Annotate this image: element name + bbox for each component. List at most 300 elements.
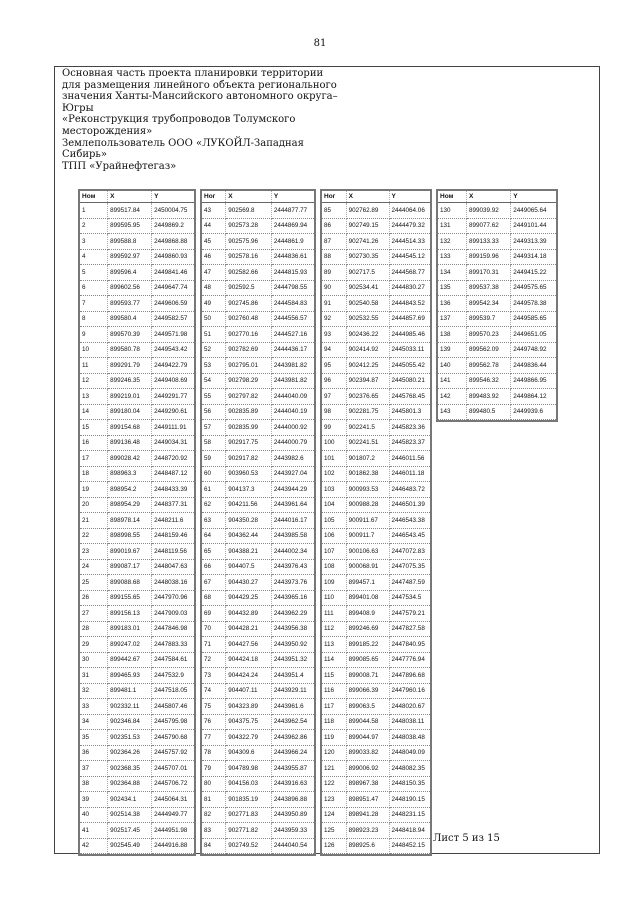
x-coordinate-cell: 899580.78 (108, 342, 152, 358)
point-number-cell: 11 (80, 358, 108, 374)
x-coordinate-cell: 899039.92 (466, 203, 510, 219)
coordinates-table-4 (436, 189, 558, 422)
x-coordinate-cell: 902771.83 (226, 807, 272, 823)
point-number-cell: 40 (80, 807, 108, 823)
x-coordinate-cell: 899481.1 (108, 683, 152, 699)
table-row (202, 823, 314, 839)
y-coordinate-cell: 2448047.63 (152, 559, 194, 575)
table-row (80, 621, 194, 637)
y-coordinate-cell: 2449860.93 (152, 249, 194, 265)
table-row (322, 699, 430, 715)
point-number-cell: 109 (322, 575, 346, 591)
y-coordinate-cell: 2448119.56 (152, 544, 194, 560)
table-row (80, 730, 194, 746)
x-coordinate-cell: 902749.52 (226, 838, 272, 854)
y-coordinate-cell: 2449422.79 (152, 358, 194, 374)
x-coordinate-cell: 902364.26 (108, 745, 152, 761)
point-number-cell: 10 (80, 342, 108, 358)
x-coordinate-cell: 902782.69 (226, 342, 272, 358)
table-row (322, 730, 430, 746)
table-row (202, 311, 314, 327)
point-number-cell: 4 (80, 249, 108, 265)
point-number-cell: 53 (202, 358, 226, 374)
coordinates-table-3 (320, 189, 432, 856)
x-coordinate-cell: 904432.89 (226, 606, 272, 622)
point-number-cell: 88 (322, 249, 346, 265)
column-header-number: Ном (80, 191, 108, 203)
point-number-cell: 55 (202, 389, 226, 405)
x-coordinate-cell: 904424.18 (226, 652, 272, 668)
x-coordinate-cell: 904350.28 (226, 513, 272, 529)
point-number-cell: 33 (80, 699, 108, 715)
table-row (202, 389, 314, 405)
point-number-cell: 50 (202, 311, 226, 327)
table-row (438, 389, 556, 405)
table-row (438, 373, 556, 389)
x-coordinate-cell: 902412.25 (346, 358, 389, 374)
table-row (202, 528, 314, 544)
x-coordinate-cell: 904388.21 (226, 544, 272, 560)
point-number-cell: 64 (202, 528, 226, 544)
y-coordinate-cell: 2447776.94 (389, 652, 430, 668)
x-coordinate-cell: 899077.62 (466, 218, 510, 234)
x-coordinate-cell: 902592.5 (226, 280, 272, 296)
y-coordinate-cell: 2443966.24 (271, 745, 314, 761)
point-number-cell: 136 (438, 296, 466, 312)
y-coordinate-cell: 2448159.46 (152, 528, 194, 544)
x-coordinate-cell: 902749.15 (346, 218, 389, 234)
point-number-cell: 141 (438, 373, 466, 389)
x-coordinate-cell: 899088.68 (108, 575, 152, 591)
x-coordinate-cell: 904429.25 (226, 590, 272, 606)
x-coordinate-cell: 902514.38 (108, 807, 152, 823)
y-coordinate-cell: 2448020.67 (389, 699, 430, 715)
table-row (322, 373, 430, 389)
table-row (202, 435, 314, 451)
y-coordinate-cell: 2449575.65 (511, 280, 556, 296)
x-coordinate-cell: 899159.96 (466, 249, 510, 265)
point-number-cell: 8 (80, 311, 108, 327)
point-number-cell: 120 (322, 745, 346, 761)
x-coordinate-cell: 902368.35 (108, 761, 152, 777)
point-number-cell: 5 (80, 265, 108, 281)
point-number-cell: 22 (80, 528, 108, 544)
y-coordinate-cell: 2443944.29 (271, 482, 314, 498)
table-row (438, 265, 556, 281)
y-coordinate-cell: 2449101.44 (511, 218, 556, 234)
table-row (80, 342, 194, 358)
point-number-cell: 113 (322, 637, 346, 653)
document-header (62, 68, 362, 172)
point-number-cell: 48 (202, 280, 226, 296)
table-row (322, 807, 430, 823)
x-coordinate-cell: 899570.23 (466, 327, 510, 343)
header-line: значения Ханты-Мансийского автономного округа– (62, 91, 338, 103)
point-number-cell: 135 (438, 280, 466, 296)
y-coordinate-cell: 2444040.19 (271, 404, 314, 420)
point-number-cell: 94 (322, 342, 346, 358)
x-coordinate-cell: 899008.71 (346, 668, 389, 684)
point-number-cell: 108 (322, 559, 346, 575)
y-coordinate-cell: 2443950.92 (271, 637, 314, 653)
table-row (80, 389, 194, 405)
table-row (322, 513, 430, 529)
table-row (322, 296, 430, 312)
y-coordinate-cell: 2447584.61 (152, 652, 194, 668)
y-coordinate-cell: 2444016.17 (271, 513, 314, 529)
x-coordinate-cell: 900106.63 (346, 544, 389, 560)
table-row (322, 761, 430, 777)
y-coordinate-cell: 2445801.3 (389, 404, 430, 420)
x-coordinate-cell: 899588.8 (108, 234, 152, 250)
table-row (80, 528, 194, 544)
table-row (322, 249, 430, 265)
table-row (438, 203, 556, 219)
column-header-x: X (346, 191, 389, 203)
table-row (322, 466, 430, 482)
point-number-cell: 105 (322, 513, 346, 529)
x-coordinate-cell: 899596.4 (108, 265, 152, 281)
x-coordinate-cell: 904137.3 (226, 482, 272, 498)
y-coordinate-cell: 2444798.55 (271, 280, 314, 296)
y-coordinate-cell: 2448049.09 (389, 745, 430, 761)
point-number-cell: 61 (202, 482, 226, 498)
x-coordinate-cell: 902745.86 (226, 296, 272, 312)
x-coordinate-cell: 899246.69 (346, 621, 389, 637)
point-number-cell: 12 (80, 373, 108, 389)
x-coordinate-cell: 902376.65 (346, 389, 389, 405)
point-number-cell: 32 (80, 683, 108, 699)
column-header-y: Y (271, 191, 314, 203)
table-row (438, 358, 556, 374)
x-coordinate-cell: 898954.2 (108, 482, 152, 498)
x-coordinate-cell: 902835.89 (226, 404, 272, 420)
y-coordinate-cell: 2446543.45 (389, 528, 430, 544)
point-number-cell: 140 (438, 358, 466, 374)
table-row (202, 575, 314, 591)
x-coordinate-cell: 904322.79 (226, 730, 272, 746)
x-coordinate-cell: 902540.58 (346, 296, 389, 312)
y-coordinate-cell: 2449578.38 (511, 296, 556, 312)
point-number-cell: 42 (80, 838, 108, 854)
point-number-cell: 106 (322, 528, 346, 544)
x-coordinate-cell: 898951.47 (346, 792, 389, 808)
table-row (202, 714, 314, 730)
x-coordinate-cell: 902582.66 (226, 265, 272, 281)
point-number-cell: 104 (322, 497, 346, 513)
x-coordinate-cell: 902517.45 (108, 823, 152, 839)
point-number-cell: 54 (202, 373, 226, 389)
header-line: «Реконструкция трубопроводов Толумского (62, 114, 296, 126)
x-coordinate-cell: 900911.67 (346, 513, 389, 529)
y-coordinate-cell: 2444584.83 (271, 296, 314, 312)
table-row (202, 838, 314, 854)
x-coordinate-cell: 898963.3 (108, 466, 152, 482)
table-row (322, 435, 430, 451)
column-header-x: X (226, 191, 272, 203)
y-coordinate-cell: 2444916.88 (152, 838, 194, 854)
y-coordinate-cell: 2443965.16 (271, 590, 314, 606)
table-row (80, 218, 194, 234)
table-row (202, 327, 314, 343)
table-row (438, 218, 556, 234)
y-coordinate-cell: 2444877.77 (271, 203, 314, 219)
x-coordinate-cell: 899044.58 (346, 714, 389, 730)
table-row (202, 590, 314, 606)
table-row (80, 683, 194, 699)
x-coordinate-cell: 901807.2 (346, 451, 389, 467)
point-number-cell: 13 (80, 389, 108, 405)
x-coordinate-cell: 899183.01 (108, 621, 152, 637)
table-row (80, 435, 194, 451)
point-number-cell: 31 (80, 668, 108, 684)
table-row (202, 420, 314, 436)
table-row (80, 420, 194, 436)
y-coordinate-cell: 2444527.16 (271, 327, 314, 343)
table-row (322, 451, 430, 467)
y-coordinate-cell: 2444545.12 (389, 249, 430, 265)
y-coordinate-cell: 2443973.76 (271, 575, 314, 591)
x-coordinate-cell: 902795.01 (226, 358, 272, 374)
y-coordinate-cell: 2443962.86 (271, 730, 314, 746)
point-number-cell: 24 (80, 559, 108, 575)
y-coordinate-cell: 2447487.59 (389, 575, 430, 591)
table-row (202, 699, 314, 715)
table-row (80, 606, 194, 622)
point-number-cell: 92 (322, 311, 346, 327)
header-line: ТПП «Урайнефтегаз» (62, 160, 177, 172)
y-coordinate-cell: 2445706.72 (152, 776, 194, 792)
column-header-number: Ног (202, 191, 226, 203)
point-number-cell: 119 (322, 730, 346, 746)
y-coordinate-cell: 2444436.17 (271, 342, 314, 358)
y-coordinate-cell: 2449290.61 (152, 404, 194, 420)
table-row (322, 823, 430, 839)
point-number-cell: 124 (322, 807, 346, 823)
table-row (322, 668, 430, 684)
x-coordinate-cell: 900988.28 (346, 497, 389, 513)
table-row (202, 730, 314, 746)
y-coordinate-cell: 2443950.89 (271, 807, 314, 823)
x-coordinate-cell: 902760.48 (226, 311, 272, 327)
y-coordinate-cell: 2444002.34 (271, 544, 314, 560)
x-coordinate-cell: 899006.92 (346, 761, 389, 777)
point-number-cell: 76 (202, 714, 226, 730)
header-line: Землепользователь ООО «ЛУКОЙЛ-Западная (62, 137, 304, 149)
x-coordinate-cell: 899562.78 (466, 358, 510, 374)
point-number-cell: 35 (80, 730, 108, 746)
y-coordinate-cell: 2449869.2 (152, 218, 194, 234)
table-row (322, 606, 430, 622)
table-row (80, 296, 194, 312)
point-number-cell: 15 (80, 420, 108, 436)
y-coordinate-cell: 2447909.03 (152, 606, 194, 622)
point-number-cell: 34 (80, 714, 108, 730)
point-number-cell: 38 (80, 776, 108, 792)
y-coordinate-cell: 2445080.21 (389, 373, 430, 389)
point-number-cell: 27 (80, 606, 108, 622)
table-row (438, 404, 556, 420)
y-coordinate-cell: 2447579.21 (389, 606, 430, 622)
coordinates-table-2 (200, 189, 316, 856)
point-number-cell: 126 (322, 838, 346, 854)
y-coordinate-cell: 2444857.69 (389, 311, 430, 327)
table-row (202, 280, 314, 296)
table-row (322, 838, 430, 854)
point-number-cell: 115 (322, 668, 346, 684)
y-coordinate-cell: 2449543.42 (152, 342, 194, 358)
point-number-cell: 95 (322, 358, 346, 374)
table-row (202, 482, 314, 498)
table-row (202, 792, 314, 808)
y-coordinate-cell: 2449065.64 (511, 203, 556, 219)
x-coordinate-cell: 899602.56 (108, 280, 152, 296)
table-row (202, 296, 314, 312)
table-row (322, 280, 430, 296)
table-row (322, 559, 430, 575)
y-coordinate-cell: 2445807.46 (152, 699, 194, 715)
x-coordinate-cell: 899457.1 (346, 575, 389, 591)
point-number-cell: 100 (322, 435, 346, 451)
point-number-cell: 80 (202, 776, 226, 792)
x-coordinate-cell: 902241.51 (346, 435, 389, 451)
table-row (80, 466, 194, 482)
point-number-cell: 65 (202, 544, 226, 560)
x-coordinate-cell: 899542.34 (466, 296, 510, 312)
table-row (80, 373, 194, 389)
x-coordinate-cell: 902394.87 (346, 373, 389, 389)
y-coordinate-cell: 2449582.57 (152, 311, 194, 327)
table-row (322, 621, 430, 637)
y-coordinate-cell: 2444985.46 (389, 327, 430, 343)
table-row (202, 497, 314, 513)
table-row (202, 683, 314, 699)
point-number-cell: 143 (438, 404, 466, 420)
x-coordinate-cell: 902434.1 (108, 792, 152, 808)
y-coordinate-cell: 2443985.58 (271, 528, 314, 544)
x-coordinate-cell: 904211.56 (226, 497, 272, 513)
point-number-cell: 14 (80, 404, 108, 420)
y-coordinate-cell: 2446483.72 (389, 482, 430, 498)
point-number-cell: 6 (80, 280, 108, 296)
table-row (322, 637, 430, 653)
y-coordinate-cell: 2447970.96 (152, 590, 194, 606)
point-number-cell: 72 (202, 652, 226, 668)
x-coordinate-cell: 904323.89 (226, 699, 272, 715)
table-row (80, 497, 194, 513)
table-row (438, 327, 556, 343)
point-number-cell: 68 (202, 590, 226, 606)
point-number-cell: 86 (322, 218, 346, 234)
x-coordinate-cell: 904424.24 (226, 668, 272, 684)
table-row (322, 745, 430, 761)
point-number-cell: 118 (322, 714, 346, 730)
point-number-cell: 82 (202, 807, 226, 823)
x-coordinate-cell: 902281.75 (346, 404, 389, 420)
table-row (322, 528, 430, 544)
x-coordinate-cell: 899465.93 (108, 668, 152, 684)
y-coordinate-cell: 2444479.32 (389, 218, 430, 234)
point-number-cell: 43 (202, 203, 226, 219)
y-coordinate-cell: 2449314.18 (511, 249, 556, 265)
table-row (202, 234, 314, 250)
point-number-cell: 21 (80, 513, 108, 529)
point-number-cell: 107 (322, 544, 346, 560)
table-row (80, 807, 194, 823)
point-number-cell: 138 (438, 327, 466, 343)
x-coordinate-cell: 902534.41 (346, 280, 389, 296)
x-coordinate-cell: 904156.03 (226, 776, 272, 792)
x-coordinate-cell: 899442.67 (108, 652, 152, 668)
table-row (202, 203, 314, 219)
point-number-cell: 91 (322, 296, 346, 312)
point-number-cell: 19 (80, 482, 108, 498)
point-number-cell: 39 (80, 792, 108, 808)
x-coordinate-cell: 902730.35 (346, 249, 389, 265)
x-coordinate-cell: 902241.5 (346, 420, 389, 436)
x-coordinate-cell: 902797.82 (226, 389, 272, 405)
table-row (80, 203, 194, 219)
y-coordinate-cell: 2445823.37 (389, 435, 430, 451)
y-coordinate-cell: 2444843.52 (389, 296, 430, 312)
y-coordinate-cell: 2448377.31 (152, 497, 194, 513)
y-coordinate-cell: 2444040.54 (271, 838, 314, 854)
table-row (80, 745, 194, 761)
y-coordinate-cell: 2450004.75 (152, 203, 194, 219)
y-coordinate-cell: 2449868.88 (152, 234, 194, 250)
table-row (80, 451, 194, 467)
table-row (202, 265, 314, 281)
table-row (80, 513, 194, 529)
x-coordinate-cell: 899580.4 (108, 311, 152, 327)
y-coordinate-cell: 2444064.06 (389, 203, 430, 219)
x-coordinate-cell: 902717.5 (346, 265, 389, 281)
y-coordinate-cell: 2443951.4 (271, 668, 314, 684)
point-number-cell: 1 (80, 203, 108, 219)
y-coordinate-cell: 2447846.98 (152, 621, 194, 637)
point-number-cell: 41 (80, 823, 108, 839)
point-number-cell: 137 (438, 311, 466, 327)
point-number-cell: 132 (438, 234, 466, 250)
point-number-cell: 63 (202, 513, 226, 529)
header-line: Югры (62, 102, 94, 114)
x-coordinate-cell: 904375.75 (226, 714, 272, 730)
table-row (80, 358, 194, 374)
x-coordinate-cell: 899593.77 (108, 296, 152, 312)
x-coordinate-cell: 899408.9 (346, 606, 389, 622)
point-number-cell: 28 (80, 621, 108, 637)
table-row (322, 683, 430, 699)
table-row (438, 234, 556, 250)
y-coordinate-cell: 2443927.04 (271, 466, 314, 482)
x-coordinate-cell: 899019.67 (108, 544, 152, 560)
y-coordinate-cell: 2444514.33 (389, 234, 430, 250)
table-row (322, 218, 430, 234)
point-number-cell: 79 (202, 761, 226, 777)
x-coordinate-cell: 903960.53 (226, 466, 272, 482)
x-coordinate-cell: 900911.7 (346, 528, 389, 544)
x-coordinate-cell: 899156.13 (108, 606, 152, 622)
y-coordinate-cell: 2448433.39 (152, 482, 194, 498)
point-number-cell: 18 (80, 466, 108, 482)
point-number-cell: 57 (202, 420, 226, 436)
x-coordinate-cell: 899401.08 (346, 590, 389, 606)
table-row (202, 745, 314, 761)
point-number-cell: 98 (322, 404, 346, 420)
table-row (80, 714, 194, 730)
table-row (80, 699, 194, 715)
x-coordinate-cell: 899539.7 (466, 311, 510, 327)
